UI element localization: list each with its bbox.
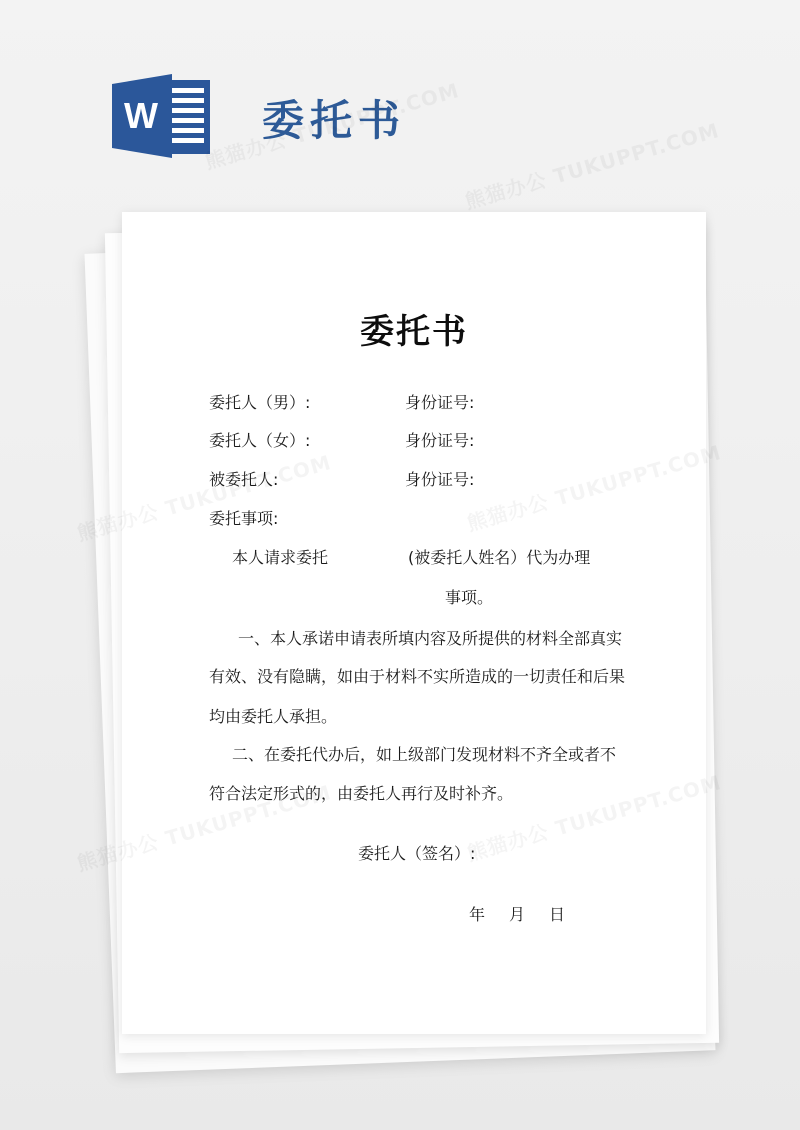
matter-label: 委托事项: (209, 509, 279, 528)
signature-label: 委托人（签名）: (358, 844, 476, 863)
clause-2-line-2: 符合法定形式的，由委托人再行及时补齐。 (209, 784, 514, 803)
clause-2-line-1: 二、在委托代办后，如上级部门发现材料不齐全或者不 (232, 745, 617, 764)
request-suffix: 事项。 (445, 588, 494, 607)
clause-1-line-1: 一、本人承诺申请表所填内容及所提供的材料全部真实 (238, 629, 623, 648)
field-label-principal-male: 委托人（男）: (209, 393, 311, 412)
field-label-agent: 被委托人: (209, 470, 279, 489)
document-page (122, 212, 706, 1034)
field-label-principal-female: 委托人（女）: (209, 431, 311, 450)
header-title: 委托书 (262, 96, 407, 145)
clause-1-line-2: 有效、没有隐瞒，如由于材料不实所造成的一切责任和后果 (209, 667, 626, 686)
watermark (461, 114, 722, 214)
request-text-end: (被委托人姓名）代为办理 (408, 548, 591, 567)
date-year-label: 年 (469, 905, 486, 924)
document-title: 委托书 (360, 312, 468, 352)
field-label-id-number: 身份证号: (405, 431, 475, 450)
watermark (463, 436, 724, 536)
word-icon-letter: W (124, 95, 158, 136)
request-text-start: 本人请求委托 (232, 548, 329, 567)
date-month-label: 月 (509, 905, 526, 924)
clause-1-line-3: 均由委托人承担。 (209, 707, 338, 726)
field-label-id-number: 身份证号: (405, 393, 475, 412)
word-document-icon (112, 74, 214, 158)
field-label-id-number: 身份证号: (405, 470, 475, 489)
date-day-label: 日 (549, 905, 566, 924)
